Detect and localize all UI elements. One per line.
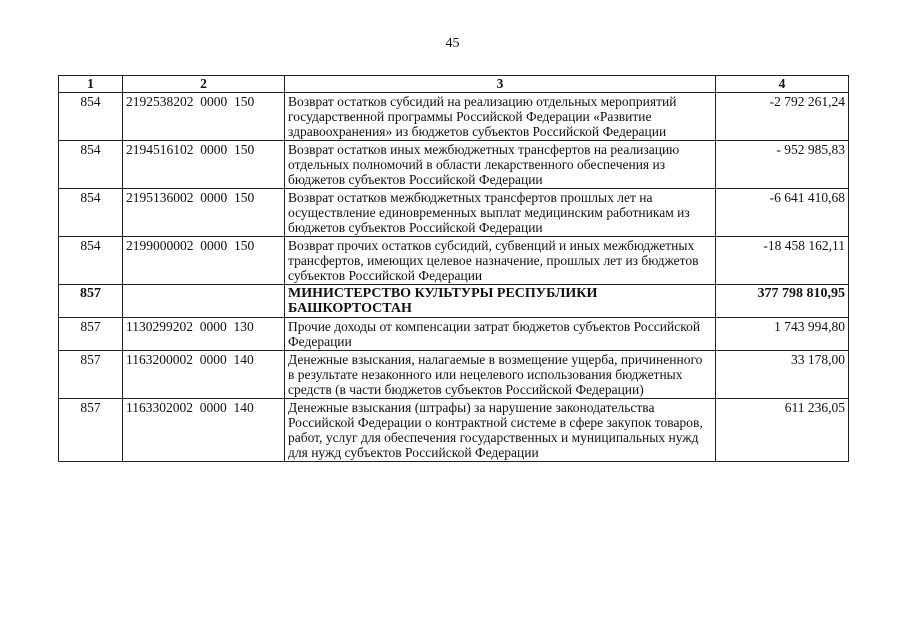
header-col-2: 2	[123, 76, 285, 93]
table-row	[59, 141, 849, 189]
admin-code-cell: 854	[59, 237, 123, 285]
amount-cell: -2 792 261,24	[716, 93, 849, 141]
income-name-cell: Возврат остатков иных межбюджетных трансфертов на реализацию отдельных полномочий в области лекарственного обеспечения из бюджетов субъектов Российской Федерации	[285, 141, 716, 189]
budget-code-cell: 1163302002 0000 140	[123, 399, 285, 462]
table-header-row	[59, 76, 849, 93]
admin-code-cell: 857	[59, 318, 123, 351]
budget-code-cell: 2194516102 0000 150	[123, 141, 285, 189]
admin-code-cell: 854	[59, 141, 123, 189]
budget-table	[58, 75, 849, 462]
income-name-cell: Возврат прочих остатков субсидий, субвенций и иных межбюджетных трансфертов, имеющих целевое назначение, прошлых лет из бюджетов субъектов Российской Федерации	[285, 237, 716, 285]
admin-code-cell: 854	[59, 93, 123, 141]
income-name-cell: Прочие доходы от компенсации затрат бюджетов субъектов Российской Федерации	[285, 318, 716, 351]
table-row	[59, 285, 849, 318]
table-row	[59, 189, 849, 237]
table-row	[59, 399, 849, 462]
budget-code-cell: 2195136002 0000 150	[123, 189, 285, 237]
amount-cell: -18 458 162,11	[716, 237, 849, 285]
table-row	[59, 318, 849, 351]
amount-cell: 33 178,00	[716, 351, 849, 399]
budget-code-cell: 1163200002 0000 140	[123, 351, 285, 399]
table-body	[59, 93, 849, 462]
admin-code-cell: 857	[59, 399, 123, 462]
admin-code-cell: 857	[59, 351, 123, 399]
table-row	[59, 351, 849, 399]
amount-cell: -6 641 410,68	[716, 189, 849, 237]
budget-code-cell: 1130299202 0000 130	[123, 318, 285, 351]
header-col-4: 4	[716, 76, 849, 93]
amount-cell: 377 798 810,95	[716, 285, 849, 318]
budget-code-cell: 2192538202 0000 150	[123, 93, 285, 141]
header-col-3: 3	[285, 76, 716, 93]
amount-cell: 611 236,05	[716, 399, 849, 462]
income-name-cell: МИНИСТЕРСТВО КУЛЬТУРЫ РЕСПУБЛИКИ БАШКОРТОСТАН	[285, 285, 716, 318]
admin-code-cell: 854	[59, 189, 123, 237]
income-name-cell: Возврат остатков субсидий на реализацию отдельных мероприятий государственной программы Российской Федерации «Развитие здравоохранения» из бюджетов субъектов Российской Федерации	[285, 93, 716, 141]
income-name-cell: Денежные взыскания (штрафы) за нарушение законодательства Российской Федерации о контрактной системе в сфере закупок товаров, работ, услуг для обеспечения государственных и муниципальных нужд для нужд субъектов Российской Федерации	[285, 399, 716, 462]
income-name-cell: Денежные взыскания, налагаемые в возмещение ущерба, причиненного в результате незаконного или нецелевого использования бюджетных средств (в части бюджетов субъектов Российской Федерации)	[285, 351, 716, 399]
table-row	[59, 93, 849, 141]
admin-code-cell: 857	[59, 285, 123, 318]
budget-code-cell	[123, 285, 285, 318]
budget-code-cell: 2199000002 0000 150	[123, 237, 285, 285]
amount-cell: - 952 985,83	[716, 141, 849, 189]
income-name-cell: Возврат остатков межбюджетных трансфертов прошлых лет на осуществление единовременных выплат медицинским работникам из бюджетов субъектов Российской Федерации	[285, 189, 716, 237]
amount-cell: 1 743 994,80	[716, 318, 849, 351]
table-row	[59, 237, 849, 285]
page-number: 45	[445, 36, 460, 51]
header-col-1: 1	[59, 76, 123, 93]
